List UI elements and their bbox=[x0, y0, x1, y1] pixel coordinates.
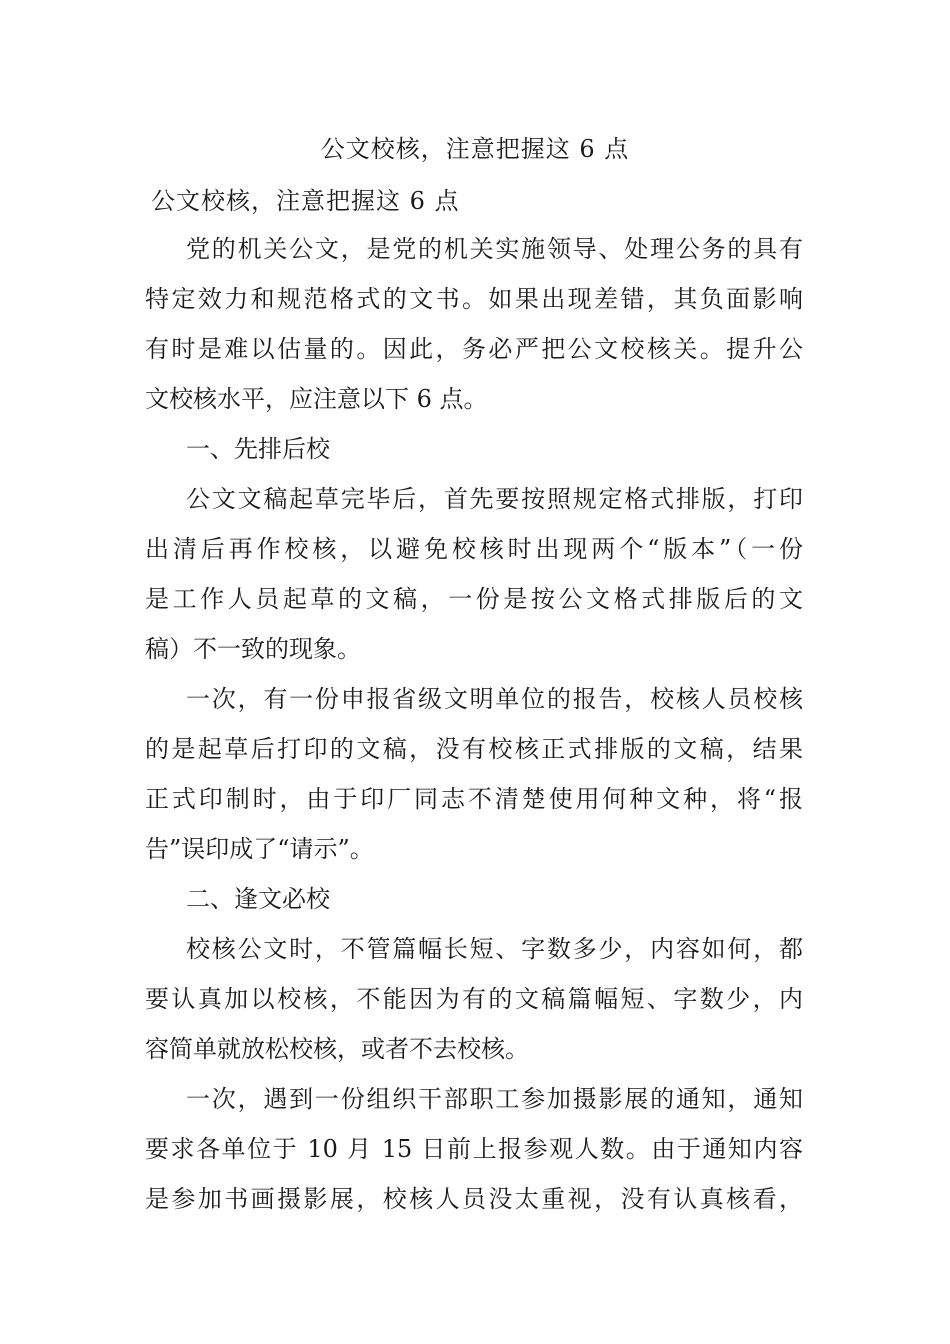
paragraph-line: 是参加书画摄影展，校核人员没太重视，没有认真核看， bbox=[145, 1185, 803, 1213]
paragraph-line: 公文文稿起草完毕后，首先要按照规定格式排版，打印 bbox=[186, 485, 803, 513]
paragraph-line: 的是起草后打印的文稿，没有校核正式排版的文稿，结果 bbox=[145, 735, 803, 763]
paragraph-line: 是工作人员起草的文稿，一份是按公文格式排版后的文 bbox=[145, 585, 803, 613]
paragraph-line: 一次，遇到一份组织干部职工参加摄影展的通知，通知 bbox=[186, 1085, 803, 1113]
paragraph-line: 告”误印成了“请示”。 bbox=[145, 835, 374, 863]
paragraph-line: 特定效力和规范格式的文书。如果出现差错，其负面影响 bbox=[145, 285, 803, 313]
paragraph-line: 稿）不一致的现象。 bbox=[145, 635, 361, 663]
paragraph-line: 文校核水平，应注意以下 6 点。 bbox=[145, 385, 488, 413]
paragraph-line: 一次，有一份申报省级文明单位的报告，校核人员校核 bbox=[186, 685, 803, 713]
paragraph-line: 党的机关公文，是党的机关实施领导、处理公务的具有 bbox=[186, 235, 803, 263]
paragraph-line: 要认真加以校核，不能因为有的文稿篇幅短、字数少，内 bbox=[145, 985, 803, 1013]
paragraph-line: 正式印制时，由于印厂同志不清楚使用何种文种，将“报 bbox=[145, 785, 803, 813]
document-title: 公文校核，注意把握这 6 点 bbox=[320, 135, 630, 163]
paragraph-line: 有时是难以估量的。因此，务必严把公文校核关。提升公 bbox=[145, 335, 803, 363]
paragraph-line: 校核公文时，不管篇幅长短、字数多少，内容如何，都 bbox=[186, 935, 803, 963]
paragraph-line: 出清后再作校核，以避免校核时出现两个“版本”（一份 bbox=[145, 535, 803, 563]
section-heading: 二、逢文必校 bbox=[186, 885, 330, 913]
paragraph-line: 容简单就放松校核，或者不去校核。 bbox=[145, 1035, 529, 1063]
document-subtitle: 公文校核，注意把握这 6 点 bbox=[151, 187, 460, 215]
paragraph-line: 要求各单位于 10 月 15 日前上报参观人数。由于通知内容 bbox=[145, 1135, 803, 1163]
section-heading: 一、先排后校 bbox=[186, 435, 330, 463]
